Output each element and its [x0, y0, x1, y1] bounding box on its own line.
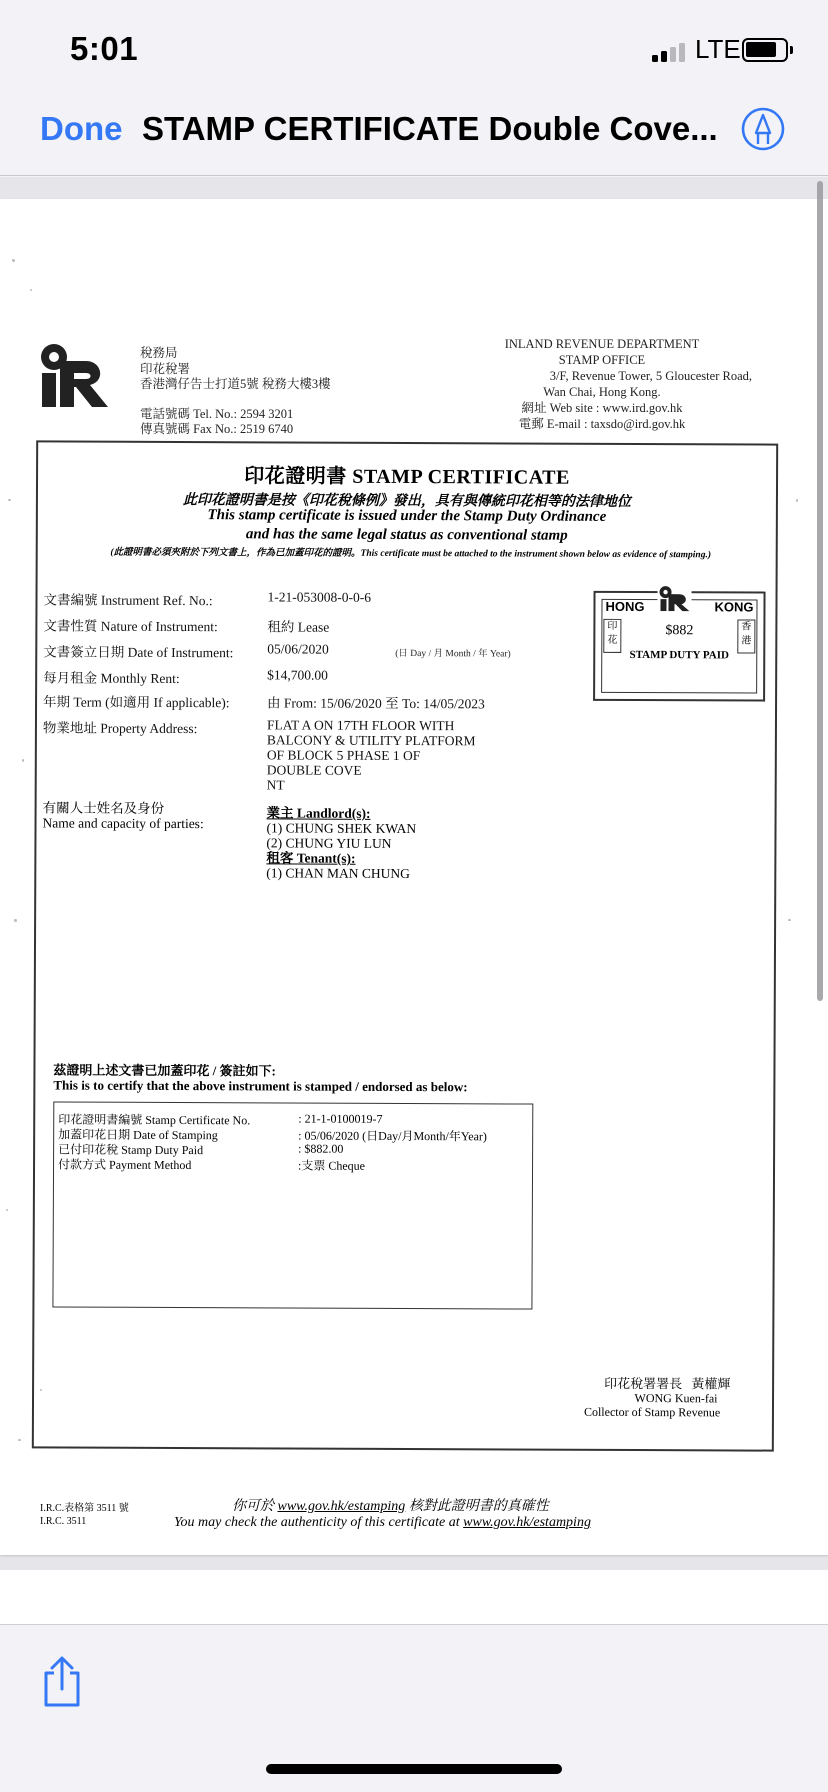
stamp-amount: $882 — [665, 623, 694, 639]
collector-name: WONG Kuen-fai — [634, 1391, 718, 1406]
battery-icon — [742, 38, 788, 62]
address-line: FLAT A ON 17TH FLOOR WITH — [266, 717, 455, 734]
done-button[interactable]: Done — [40, 110, 123, 147]
certificate-title: 印花證明書 STAMP CERTIFICATE — [244, 465, 570, 489]
letterhead-fax: 傳真號碼 Fax No.: 2519 6740 — [140, 422, 294, 436]
detail-value: : 21-1-0100019-7 — [298, 1111, 383, 1126]
detail-value: : $882.00 — [298, 1141, 344, 1156]
letterhead-en — [452, 336, 752, 432]
term-label: 年期 Term (如適用 If applicable): — [43, 694, 230, 711]
document-page — [0, 199, 828, 1555]
status-time: 5:01 — [70, 30, 139, 67]
address-line: DOUBLE COVE — [266, 762, 362, 778]
date-value: 05/06/2020 — [267, 641, 329, 657]
share-icon[interactable] — [40, 1655, 84, 1709]
detail-label: 已付印花稅 Stamp Duty Paid — [58, 1142, 204, 1158]
certify-statement-en: This is to certify that the above instrument is stamped / endorsed as below: — [53, 1077, 468, 1095]
certificate-frame — [32, 440, 778, 1451]
collector-name-cn: 印花稅署署長 黃權輝 — [604, 1375, 731, 1392]
office-name: STAMP OFFICE — [558, 353, 646, 367]
certificate-subtitle-en1: This stamp certificate is issued under the Stamp Duty Ordinance — [207, 507, 607, 525]
detail-label: 付款方式 Payment Method — [58, 1157, 192, 1173]
landlord-entry: (2) CHUNG YIU LUN — [266, 835, 392, 851]
property-address — [267, 717, 476, 793]
detail-value: :支票 Cheque — [298, 1158, 366, 1173]
email: 電郵 E-mail : taxsdo@ird.gov.hk — [518, 417, 686, 431]
estamping-link[interactable]: www.gov.hk/estamping — [277, 1499, 406, 1514]
estamping-link[interactable]: www.gov.hk/estamping — [463, 1515, 591, 1530]
markup-pen-icon[interactable] — [740, 106, 786, 152]
letterhead-cn-line2: 印花稅署 — [140, 362, 191, 376]
address-line: BALCONY & UTILITY PLATFORM — [266, 732, 476, 749]
department-name: INLAND REVENUE DEPARTMENT — [504, 337, 700, 351]
detail-label: 印花證明書編號 Stamp Certificate No. — [58, 1112, 251, 1128]
landlord-heading: 業主 Landlord(s): — [266, 805, 371, 821]
rent-label: 每月租金 Monthly Rent: — [43, 670, 180, 687]
certificate-subtitle-cn: 此印花證明書是按《印花稅條例》發出，具有與傳統印花相等的法律地位 — [182, 493, 631, 510]
address-label: 物業地址 Property Address: — [42, 720, 198, 737]
ref-value: 1-21-053008-0-0-6 — [267, 589, 372, 605]
stamp-paid-label: STAMP DUTY PAID — [629, 648, 730, 662]
home-indicator — [266, 1764, 562, 1774]
stamping-details-box — [52, 1101, 533, 1309]
nature-label: 文書性質 Nature of Instrument: — [43, 618, 218, 635]
detail-label: 加蓋印花日期 Date of Stamping — [58, 1127, 218, 1143]
rent-value: $14,700.00 — [267, 667, 328, 683]
certificate-subtitle-en2: and has the same legal status as conventional stamp — [245, 526, 568, 544]
date-format-hint: (日 Day / 月 Month / 年 Year) — [395, 648, 511, 660]
landlord-entry: (1) CHUNG SHEK KWAN — [266, 820, 417, 837]
parties-list — [266, 805, 416, 881]
verify-note-en: You may check the authenticity of this certificate at www.gov.hk/estamping — [174, 1515, 591, 1530]
letterhead-cn-address: 香港灣仔告士打道5號 稅務大樓3樓 — [140, 377, 331, 391]
navigation-bar — [0, 92, 828, 176]
cellular-signal-icon — [652, 42, 688, 62]
network-type: LTE — [695, 34, 741, 64]
nature-value: 租約 Lease — [267, 619, 330, 635]
ref-label: 文書編號 Instrument Ref. No.: — [43, 592, 213, 609]
next-page-preview — [0, 1570, 828, 1624]
address-line2: Wan Chai, Hong Kong. — [543, 385, 661, 399]
website: 網址 Web site : www.ird.gov.hk — [521, 401, 683, 415]
tenant-entry: (1) CHAN MAN CHUNG — [266, 865, 410, 882]
tenant-heading: 租客 Tenant(s): — [266, 850, 356, 866]
stamp-duty-seal — [593, 591, 765, 702]
certificate-note: (此證明書必須夾附於下列文書上，作為已加蓋印花的證明。This certificate must be attached to the instrument shown below as evidence of stamping.) — [110, 547, 712, 561]
letterhead-cn-line1: 稅務局 — [140, 346, 178, 360]
form-number-en: I.R.C. 3511 — [40, 1516, 87, 1527]
document-title: STAMP CERTIFICATE Double Cove... — [142, 110, 718, 147]
stamp-side-right: 香港 — [737, 619, 755, 653]
address-line: NT — [266, 777, 285, 793]
stamp-side-left: 印花 — [603, 619, 621, 653]
ird-stamp-logo — [657, 585, 691, 611]
parties-label-en: Name and capacity of parties: — [42, 815, 204, 832]
date-label: 文書簽立日期 Date of Instrument: — [43, 644, 234, 661]
stamp-kong: KONG — [714, 599, 754, 615]
address-line: OF BLOCK 5 PHASE 1 OF — [266, 747, 421, 764]
document-viewer[interactable] — [0, 177, 828, 1624]
parties-label-cn: 有關人士姓名及身份 — [42, 800, 165, 816]
form-number-cn: I.R.C.表格第 3511 號 — [40, 1503, 129, 1514]
ird-logo — [36, 341, 110, 407]
parties-label — [43, 800, 204, 831]
certify-statement-cn: 茲證明上述文書已加蓋印花 / 簽註如下: — [53, 1062, 276, 1079]
collector-title: Collector of Stamp Revenue — [583, 1404, 721, 1420]
letterhead-tel: 電話號碼 Tel. No.: 2594 3201 — [140, 407, 294, 421]
verify-note-cn: 你可於 www.gov.hk/estamping 核對此證明書的真確性 — [232, 1499, 549, 1514]
status-bar — [0, 0, 828, 92]
scrollbar[interactable] — [817, 181, 823, 1001]
stamp-hong: HONG — [605, 598, 645, 615]
detail-value: : 05/06/2020 (日Day/月Month/年Year) — [298, 1128, 487, 1144]
address-line1: 3/F, Revenue Tower, 5 Gloucester Road, — [549, 369, 752, 383]
term-value: 由 From: 15/06/2020 至 To: 14/05/2023 — [267, 695, 485, 712]
